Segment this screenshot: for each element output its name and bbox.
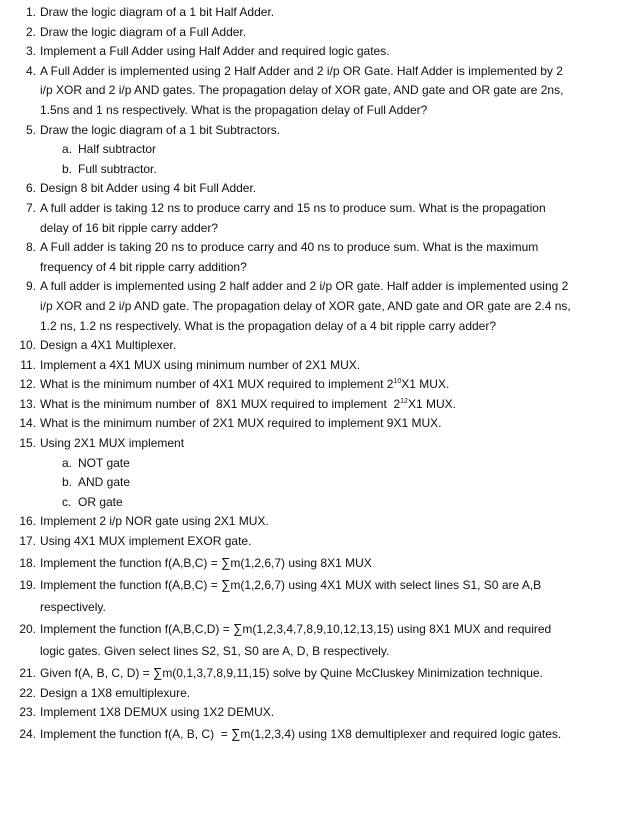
question-11	[0, 356, 622, 376]
question-text: What is the minimum number of 2X1 MUX required to implement 9X1 MUX.	[40, 416, 442, 431]
question-text: Draw the logic diagram of a 1 bit Half Adder.	[40, 5, 275, 19]
subitem-5a	[0, 140, 622, 160]
subitem-mark: a.	[62, 142, 73, 157]
sigma-symbol: ∑	[221, 554, 231, 570]
question-5	[0, 121, 622, 141]
question-number: 14.	[19, 416, 36, 431]
question-number: 2.	[25, 24, 36, 39]
question-17	[0, 532, 622, 552]
question-19	[0, 574, 622, 618]
question-text: Design a 4X1 Multiplexer.	[40, 338, 177, 353]
question-number: 18.	[19, 555, 36, 570]
question-4	[0, 62, 622, 121]
question-text-start: Implement the function f(A,B,C) =	[40, 555, 222, 570]
question-list	[0, 3, 622, 745]
superscript-exponent: 10	[393, 378, 402, 386]
question-text-end: m(0,1,3,7,8,9,11,15) solve by Quine McCluskey Minimization technique.	[162, 665, 543, 680]
question-text-start: What is the minimum number of 4X1 MUX required to implement 2	[40, 377, 394, 392]
question-15	[0, 434, 622, 454]
question-text: A Full Adder is implemented using 2 Half Adder and 2 i/p OR Gate. Half Adder is implemented by 2 i/p XOR and 2 i/p AND gates. The propagation delay of XOR gate, AND gate and OR gate are 2ns, 1.5ns and 1 ns respectively. What is the propagation delay of Full Adder?	[40, 63, 564, 117]
question-text: Design a 1X8 emultiplexure.	[40, 685, 191, 700]
question-number: 3.	[25, 44, 36, 59]
subitem-mark: a.	[62, 455, 73, 470]
question-number: 11.	[20, 357, 36, 372]
question-text: Design 8 bit Adder using 4 bit Full Adder.	[40, 181, 257, 196]
question-number: 6.	[25, 181, 36, 196]
question-text-end: m(1,2,6,7) using 8X1 MUX	[230, 555, 372, 570]
subitem-mark: b.	[62, 475, 73, 490]
question-text: Draw the logic diagram of a Full Adder.	[40, 24, 247, 39]
subitem-15a	[0, 454, 622, 474]
question-text-end: m(1,2,6,7) using 4X1 MUX with select lines S1, S0 are A,B respectively.	[40, 577, 542, 614]
question-16	[0, 512, 622, 532]
question-text: Using 4X1 MUX implement EXOR gate.	[40, 534, 252, 549]
question-24	[0, 723, 622, 745]
question-number: 10.	[19, 338, 36, 353]
subitem-15c	[0, 493, 622, 513]
question-number: 16.	[19, 514, 36, 529]
sigma-symbol: ∑	[231, 725, 241, 741]
question-text-start: What is the minimum number of 8X1 MUX required to implement 2	[40, 396, 401, 411]
question-number: 17.	[19, 534, 36, 549]
question-number: 5.	[25, 122, 36, 137]
question-23	[0, 703, 622, 723]
question-12	[0, 375, 622, 395]
question-number: 20.	[19, 621, 36, 636]
question-number: 19.	[19, 577, 36, 592]
question-text: A Full adder is taking 20 ns to produce carry and 40 ns to produce sum. What is the maximum frequency of 4 bit ripple carry addition?	[40, 240, 539, 274]
question-6	[0, 179, 622, 199]
question-text: Implement 2 i/p NOR gate using 2X1 MUX.	[40, 514, 269, 529]
question-number: 12.	[19, 377, 36, 392]
question-text-start: Implement the function f(A,B,C,D) =	[40, 621, 234, 636]
question-text: Implement a Full Adder using Half Adder and required logic gates.	[40, 44, 390, 59]
question-14	[0, 414, 622, 434]
question-text-end: X1 MUX.	[407, 396, 456, 411]
question-number: 24.	[19, 726, 36, 741]
question-20	[0, 618, 622, 662]
question-10	[0, 336, 622, 356]
subitem-text: Full subtractor.	[78, 161, 157, 176]
question-text: Draw the logic diagram of a 1 bit Subtractors.	[40, 122, 281, 137]
question-text-end: m(1,2,3,4) using 1X8 demultiplexer and required logic gates.	[240, 726, 562, 741]
question-9	[0, 277, 622, 336]
subitem-text: NOT gate	[78, 455, 130, 470]
subitem-15b	[0, 473, 622, 493]
question-text-end: m(1,2,3,4,7,8,9,10,12,13,15) using 8X1 MUX and required logic gates. Given select lines S2, S1, S0 are A, D, B respectively.	[40, 621, 552, 658]
question-text-start: Implement the function f(A,B,C) =	[40, 577, 222, 592]
question-number: 21.	[19, 665, 36, 680]
subitem-text: AND gate	[78, 475, 131, 490]
subitem-text: OR gate	[78, 494, 123, 509]
sigma-symbol: ∑	[153, 664, 163, 680]
question-8	[0, 238, 622, 277]
question-text: Using 2X1 MUX implement	[40, 436, 185, 451]
sigma-symbol: ∑	[233, 620, 243, 636]
sigma-symbol: ∑	[221, 576, 231, 592]
question-21	[0, 662, 622, 684]
subitem-5b	[0, 160, 622, 180]
question-18	[0, 552, 622, 574]
question-number: 23.	[19, 705, 36, 720]
question-number: 13.	[19, 396, 36, 411]
question-7	[0, 199, 622, 238]
question-text: A full adder is implemented using 2 half adder and 2 i/p OR gate. Half adder is implemented using 2 i/p XOR and 2 i/p AND gate. The propagation delay of XOR gate, AND gate and OR gate are 2.4 ns, 1.2 ns, 1.2 ns respectively. What is the propagation delay of a 4 bit ripple carry adder?	[40, 279, 571, 333]
question-number: 9.	[25, 279, 36, 294]
question-number: 22.	[19, 685, 36, 700]
subitem-mark: c.	[62, 494, 72, 509]
question-2	[0, 23, 622, 43]
question-text-start: Implement the function f(A, B, C) =	[40, 726, 232, 741]
question-number: 1.	[25, 5, 36, 19]
question-1	[0, 3, 622, 23]
subitem-mark: b.	[62, 161, 73, 176]
question-text: A full adder is taking 12 ns to produce carry and 15 ns to produce sum. What is the propagation delay of 16 bit ripple carry adder?	[40, 200, 546, 235]
question-13	[0, 395, 622, 415]
question-22	[0, 684, 622, 704]
question-number: 4.	[25, 63, 36, 78]
question-text: Implement 1X8 DEMUX using 1X2 DEMUX.	[40, 705, 275, 720]
question-3	[0, 42, 622, 62]
question-number: 8.	[25, 240, 36, 255]
superscript-exponent: 12	[400, 397, 408, 405]
question-text-start: Given f(A, B, C, D) =	[40, 665, 154, 680]
question-number: 15.	[19, 436, 36, 451]
question-text-end: X1 MUX.	[401, 377, 450, 392]
question-number: 7.	[25, 200, 36, 215]
question-text: Implement a 4X1 MUX using minimum number of 2X1 MUX.	[40, 357, 361, 372]
subitem-text: Half subtractor	[78, 142, 157, 157]
